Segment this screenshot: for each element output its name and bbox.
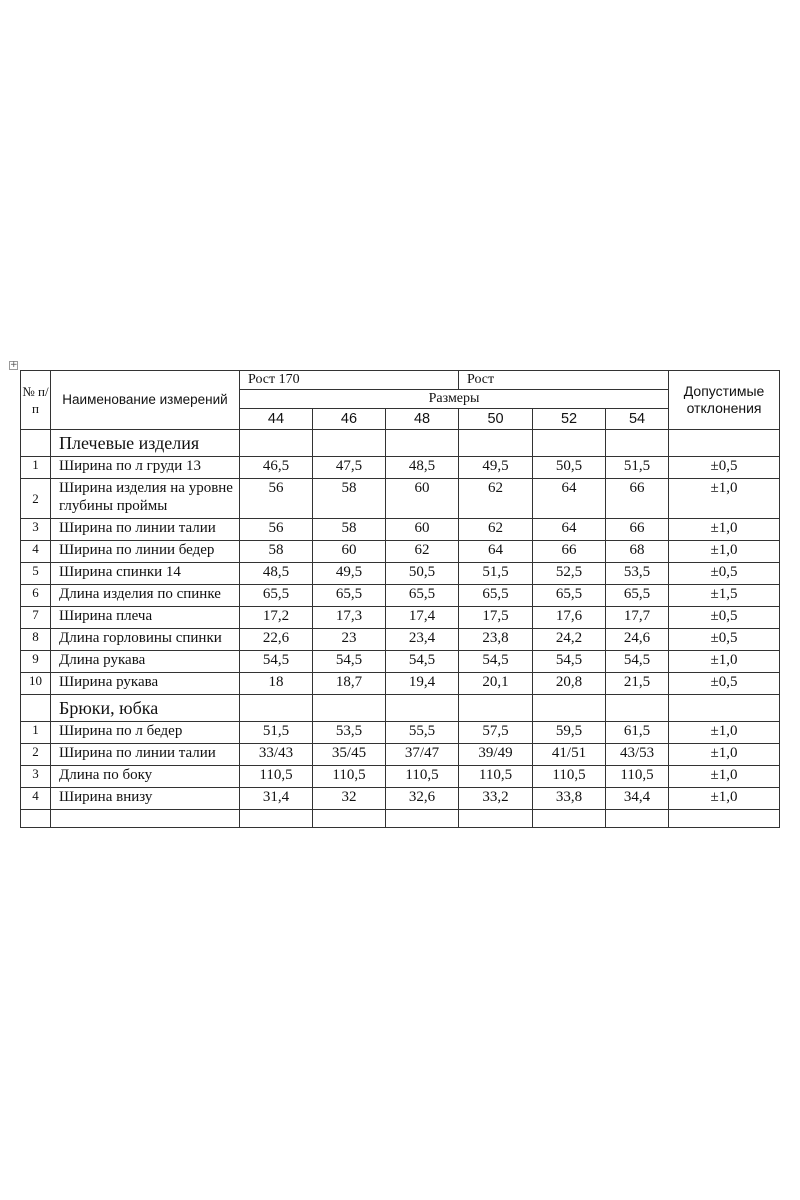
size-value-cell: 54,5	[459, 651, 533, 673]
size-value-cell: 50,5	[533, 457, 606, 479]
size-value-cell: 33,8	[533, 788, 606, 810]
size-value-cell: 56	[240, 519, 313, 541]
row-number: 2	[21, 479, 51, 519]
size-value-cell: 54,5	[313, 651, 386, 673]
size-value-cell: 66	[533, 541, 606, 563]
row-number: 6	[21, 585, 51, 607]
table-row	[21, 457, 780, 479]
tolerance-cell: ±1,0	[669, 541, 780, 563]
empty-cell	[533, 430, 606, 457]
empty-cell	[21, 810, 51, 828]
table-row	[21, 722, 780, 744]
size-value-cell: 62	[386, 541, 459, 563]
size-value-cell: 53,5	[606, 563, 669, 585]
measurement-name: Ширина по линии талии	[51, 744, 240, 766]
size-value-cell: 62	[459, 519, 533, 541]
size-value-cell: 47,5	[313, 457, 386, 479]
measurement-name: Ширина по линии талии	[51, 519, 240, 541]
size-value-cell: 64	[533, 479, 606, 519]
measurement-name: Ширина спинки 14	[51, 563, 240, 585]
header-size: 54	[606, 409, 669, 430]
empty-cell	[313, 695, 386, 722]
header-sizes: Размеры	[240, 390, 669, 409]
section-title: Брюки, юбка	[51, 695, 240, 722]
size-value-cell: 58	[313, 479, 386, 519]
size-value-cell: 20,8	[533, 673, 606, 695]
table-row	[21, 585, 780, 607]
size-value-cell: 48,5	[386, 457, 459, 479]
table-row	[21, 629, 780, 651]
measurement-name: Ширина изделия на уровне глубины проймы	[51, 479, 240, 519]
size-value-cell: 58	[240, 541, 313, 563]
measurement-name: Ширина внизу	[51, 788, 240, 810]
size-value-cell: 24,2	[533, 629, 606, 651]
empty-cell	[313, 430, 386, 457]
size-value-cell: 17,3	[313, 607, 386, 629]
size-value-cell: 54,5	[533, 651, 606, 673]
header-name: Наименование измерений	[51, 371, 240, 430]
empty-cell	[606, 430, 669, 457]
size-value-cell: 37/47	[386, 744, 459, 766]
row-number: 8	[21, 629, 51, 651]
empty-cell	[386, 695, 459, 722]
size-measurements-table	[20, 370, 780, 828]
row-number: 9	[21, 651, 51, 673]
size-value-cell: 57,5	[459, 722, 533, 744]
measurement-name: Длина горловины спинки	[51, 629, 240, 651]
size-value-cell: 58	[313, 519, 386, 541]
empty-cell	[459, 810, 533, 828]
size-value-cell: 34,4	[606, 788, 669, 810]
section-row	[21, 430, 780, 457]
table-row	[21, 788, 780, 810]
header-num: № п/ п	[21, 371, 51, 430]
size-value-cell: 21,5	[606, 673, 669, 695]
table-row	[21, 519, 780, 541]
size-value-cell: 48,5	[240, 563, 313, 585]
size-value-cell: 49,5	[459, 457, 533, 479]
header-size: 50	[459, 409, 533, 430]
size-value-cell: 65,5	[533, 585, 606, 607]
header-size: 52	[533, 409, 606, 430]
table-row	[21, 766, 780, 788]
size-value-cell: 24,6	[606, 629, 669, 651]
size-value-cell: 20,1	[459, 673, 533, 695]
tolerance-cell: ±1,0	[669, 788, 780, 810]
size-value-cell: 61,5	[606, 722, 669, 744]
size-value-cell: 50,5	[386, 563, 459, 585]
size-value-cell: 64	[533, 519, 606, 541]
size-value-cell: 22,6	[240, 629, 313, 651]
size-value-cell: 62	[459, 479, 533, 519]
size-value-cell: 41/51	[533, 744, 606, 766]
size-value-cell: 66	[606, 519, 669, 541]
size-value-cell: 23,4	[386, 629, 459, 651]
size-value-cell: 39/49	[459, 744, 533, 766]
tolerance-cell: ±0,5	[669, 673, 780, 695]
empty-cell	[240, 810, 313, 828]
size-value-cell: 110,5	[606, 766, 669, 788]
measurement-name: Ширина плеча	[51, 607, 240, 629]
header-tolerance: Допустимые отклонения	[669, 371, 780, 430]
row-number: 3	[21, 519, 51, 541]
size-value-cell: 53,5	[313, 722, 386, 744]
measurement-name: Ширина по л груди 13	[51, 457, 240, 479]
size-value-cell: 46,5	[240, 457, 313, 479]
size-value-cell: 66	[606, 479, 669, 519]
empty-cell	[386, 810, 459, 828]
empty-cell	[51, 810, 240, 828]
size-value-cell: 65,5	[606, 585, 669, 607]
size-value-cell: 59,5	[533, 722, 606, 744]
size-value-cell: 23	[313, 629, 386, 651]
measurement-name: Длина изделия по спинке	[51, 585, 240, 607]
size-value-cell: 52,5	[533, 563, 606, 585]
measurement-name: Длина по боку	[51, 766, 240, 788]
size-value-cell: 33/43	[240, 744, 313, 766]
size-value-cell: 110,5	[533, 766, 606, 788]
size-value-cell: 64	[459, 541, 533, 563]
tolerance-cell: ±1,0	[669, 744, 780, 766]
size-value-cell: 18,7	[313, 673, 386, 695]
size-value-cell: 43/53	[606, 744, 669, 766]
size-value-cell: 110,5	[240, 766, 313, 788]
empty-cell	[606, 810, 669, 828]
table-row	[21, 673, 780, 695]
empty-row	[21, 810, 780, 828]
empty-cell	[606, 695, 669, 722]
table-row	[21, 479, 780, 519]
row-number: 5	[21, 563, 51, 585]
row-number: 4	[21, 541, 51, 563]
tolerance-cell: ±1,5	[669, 585, 780, 607]
size-value-cell: 51,5	[240, 722, 313, 744]
section-row	[21, 695, 780, 722]
size-value-cell: 19,4	[386, 673, 459, 695]
size-value-cell: 54,5	[606, 651, 669, 673]
size-value-cell: 60	[386, 519, 459, 541]
tolerance-cell: ±1,0	[669, 479, 780, 519]
size-value-cell: 110,5	[459, 766, 533, 788]
tolerance-cell: ±0,5	[669, 563, 780, 585]
size-value-cell: 17,7	[606, 607, 669, 629]
size-value-cell: 54,5	[386, 651, 459, 673]
size-value-cell: 17,6	[533, 607, 606, 629]
size-value-cell: 32	[313, 788, 386, 810]
size-value-cell: 17,5	[459, 607, 533, 629]
row-number: 2	[21, 744, 51, 766]
empty-cell	[240, 430, 313, 457]
empty-cell	[240, 695, 313, 722]
empty-cell	[533, 810, 606, 828]
header-height-2: Рост	[459, 371, 669, 390]
measurement-name: Ширина по линии бедер	[51, 541, 240, 563]
table-row	[21, 651, 780, 673]
table-row	[21, 541, 780, 563]
tolerance-cell: ±1,0	[669, 722, 780, 744]
size-value-cell: 31,4	[240, 788, 313, 810]
size-value-cell: 68	[606, 541, 669, 563]
size-value-cell: 110,5	[386, 766, 459, 788]
header-size: 48	[386, 409, 459, 430]
tolerance-cell: ±0,5	[669, 629, 780, 651]
size-value-cell: 55,5	[386, 722, 459, 744]
size-value-cell: 60	[386, 479, 459, 519]
measurement-name: Ширина по л бедер	[51, 722, 240, 744]
measurement-name: Ширина рукава	[51, 673, 240, 695]
tolerance-cell: ±1,0	[669, 519, 780, 541]
empty-cell	[533, 695, 606, 722]
empty-cell	[459, 695, 533, 722]
empty-cell	[386, 430, 459, 457]
size-value-cell: 65,5	[313, 585, 386, 607]
size-value-cell: 110,5	[313, 766, 386, 788]
empty-cell	[459, 430, 533, 457]
header-height-170: Рост 170	[240, 371, 459, 390]
empty-cell	[669, 810, 780, 828]
row-number: 4	[21, 788, 51, 810]
empty-cell	[21, 695, 51, 722]
size-value-cell: 35/45	[313, 744, 386, 766]
tolerance-cell: ±1,0	[669, 651, 780, 673]
size-value-cell: 56	[240, 479, 313, 519]
tolerance-cell: ±0,5	[669, 457, 780, 479]
size-value-cell: 49,5	[313, 563, 386, 585]
table-row	[21, 563, 780, 585]
tolerance-cell: ±1,0	[669, 766, 780, 788]
table-row	[21, 744, 780, 766]
table-move-handle-icon[interactable]: +	[10, 360, 18, 370]
size-value-cell: 32,6	[386, 788, 459, 810]
size-value-cell: 60	[313, 541, 386, 563]
size-value-cell: 33,2	[459, 788, 533, 810]
size-value-cell: 18	[240, 673, 313, 695]
empty-cell	[669, 695, 780, 722]
row-number: 10	[21, 673, 51, 695]
size-value-cell: 51,5	[459, 563, 533, 585]
tolerance-cell: ±0,5	[669, 607, 780, 629]
size-value-cell: 17,4	[386, 607, 459, 629]
row-number: 1	[21, 457, 51, 479]
size-value-cell: 23,8	[459, 629, 533, 651]
size-value-cell: 54,5	[240, 651, 313, 673]
measurement-name: Длина рукава	[51, 651, 240, 673]
empty-cell	[313, 810, 386, 828]
size-value-cell: 65,5	[386, 585, 459, 607]
size-value-cell: 65,5	[459, 585, 533, 607]
row-number: 7	[21, 607, 51, 629]
header-size: 44	[240, 409, 313, 430]
row-number: 3	[21, 766, 51, 788]
header-size: 46	[313, 409, 386, 430]
size-value-cell: 51,5	[606, 457, 669, 479]
section-title: Плечевые изделия	[51, 430, 240, 457]
size-value-cell: 65,5	[240, 585, 313, 607]
table-row	[21, 607, 780, 629]
empty-cell	[21, 430, 51, 457]
size-value-cell: 17,2	[240, 607, 313, 629]
empty-cell	[669, 430, 780, 457]
row-number: 1	[21, 722, 51, 744]
